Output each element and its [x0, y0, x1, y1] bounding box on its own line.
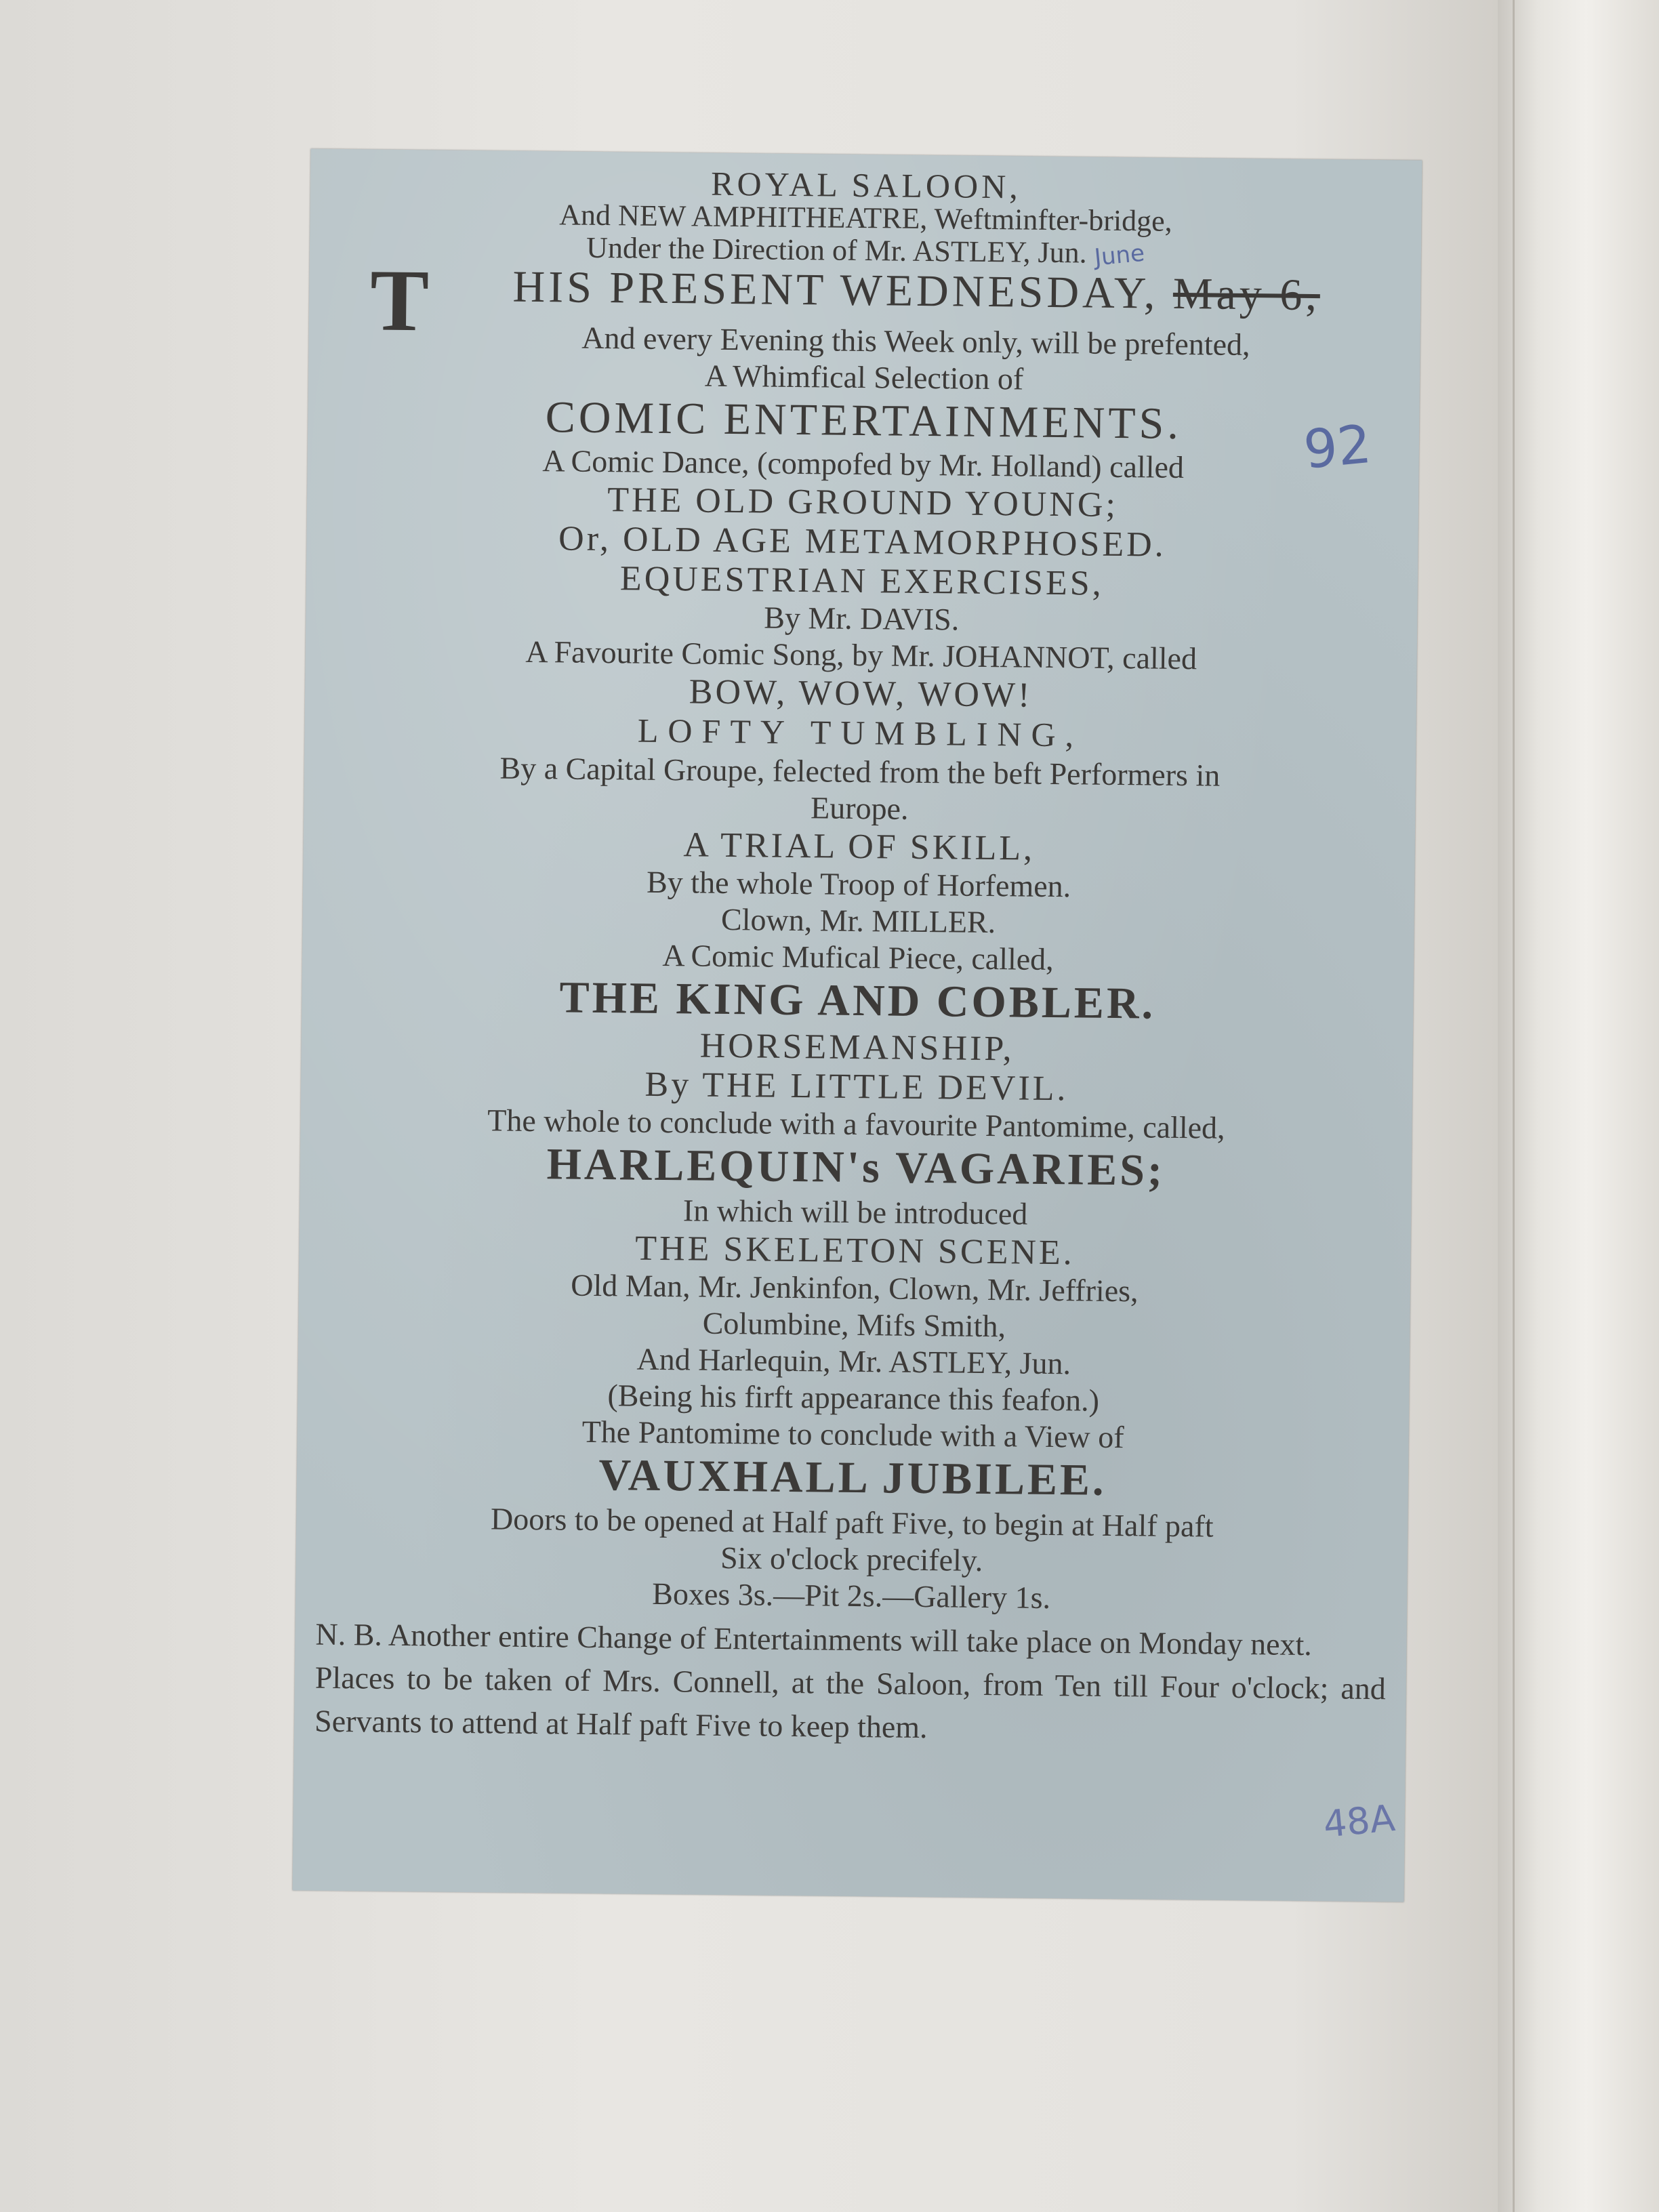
lofty-tumbling: LOFTY TUMBLING,	[637, 711, 1084, 754]
drop-cap: T	[369, 251, 433, 350]
pantomime-conclude-line: The whole to conclude with a favourite Pantomime, called,	[487, 1103, 1225, 1145]
handwritten-june: June	[1092, 239, 1146, 272]
old-age-metamorphosed: Or, OLD AGE METAMORPHOSED.	[558, 519, 1167, 565]
venue-subtitle: And NEW AMPHITHEATRE, Weftminfter-bridge,	[559, 198, 1172, 238]
harlequins-vagaries: HARLEQUIN's VAGARIES;	[546, 1139, 1166, 1195]
cast-columbine: Columbine, Mifs Smith,	[702, 1305, 1006, 1344]
comic-song-line: A Favourite Comic Song, by Mr. JOHANNOT, called	[525, 634, 1197, 676]
date-struck: May 6,	[1172, 268, 1321, 321]
by-mr-davis: By Mr. DAVIS.	[764, 600, 960, 637]
bow-wow-wow: BOW, WOW, WOW!	[689, 672, 1033, 715]
selection-line: A Whimfical Selection of	[704, 358, 1024, 396]
doors-opened-line: Doors to be opened at Half paft Five, to begin at Half paft	[490, 1501, 1214, 1544]
little-devil: By THE LITTLE DEVIL.	[644, 1065, 1069, 1109]
troop-of-horsemen: By the whole Troop of Horfemen.	[646, 864, 1071, 904]
horsemanship: HORSEMANSHIP,	[699, 1026, 1015, 1069]
date-line: T HIS PRESENT WEDNESDAY, May 6,	[369, 251, 1321, 350]
cast-harlequin: And Harlequin, Mr. ASTLEY, Jun.	[636, 1341, 1071, 1381]
page-gutter	[1498, 0, 1659, 2212]
first-appearance: (Being his firft appearance this feafon.)	[607, 1378, 1100, 1418]
skeleton-scene: THE SKELETON SCENE.	[635, 1229, 1076, 1273]
handwritten-catalog-number: 48A	[1322, 1796, 1397, 1846]
newspaper-clipping	[293, 148, 1422, 1902]
cast-old-man: Old Man, Mr. Jenkinfon, Clown, Mr. Jeffries,	[571, 1267, 1139, 1309]
old-ground-young: THE OLD GROUND YOUNG;	[607, 480, 1119, 525]
king-and-cobler: THE KING AND COBLER.	[559, 972, 1156, 1029]
nb-paragraph: N. B. Another entire Change of Entertainments will take place on Monday next.	[315, 1616, 1313, 1662]
europe-line: Europe.	[810, 790, 909, 826]
trial-of-skill: A TRIAL OF SKILL,	[683, 825, 1036, 868]
vauxhall-jubilee: VAUXHALL JUBILEE.	[598, 1450, 1107, 1505]
capital-groupe-line: By a Capital Groupe, felected from the beft Performers in	[499, 750, 1221, 793]
comic-dance-line: A Comic Dance, (compofed by Mr. Holland) called	[542, 443, 1185, 485]
clown-miller: Clown, Mr. MILLER.	[720, 901, 996, 940]
page-gutter-line	[1513, 0, 1515, 2212]
comic-musical-piece: A Comic Mufical Piece, called,	[662, 937, 1054, 977]
evening-line: And every Evening this Week only, will be prefented,	[581, 320, 1250, 363]
introduced-line: In which will be introduced	[682, 1193, 1028, 1231]
direction-line: Under the Direction of Mr. ASTLEY, Jun. June	[586, 230, 1146, 272]
six-oclock-line: Six o'clock precifely.	[720, 1540, 983, 1578]
pantomime-view-line: The Pantomime to conclude with a View of	[581, 1414, 1124, 1455]
handwritten-year: 92	[1300, 413, 1374, 481]
comic-entertainments-heading: COMIC ENTERTAINMENTS.	[545, 392, 1183, 449]
venue-title: ROYAL SALOON,	[710, 164, 1022, 206]
prices-line: Boxes 3s.—Pit 2s.—Gallery 1s.	[652, 1576, 1051, 1616]
places-paragraph: Places to be taken of Mrs. Connell, at the Saloon, from Ten till Four o'clock; and Servants to attend at Half paft Five to keep them.	[314, 1660, 1387, 1745]
equestrian-exercises: EQUESTRIAN EXERCISES,	[619, 559, 1105, 603]
